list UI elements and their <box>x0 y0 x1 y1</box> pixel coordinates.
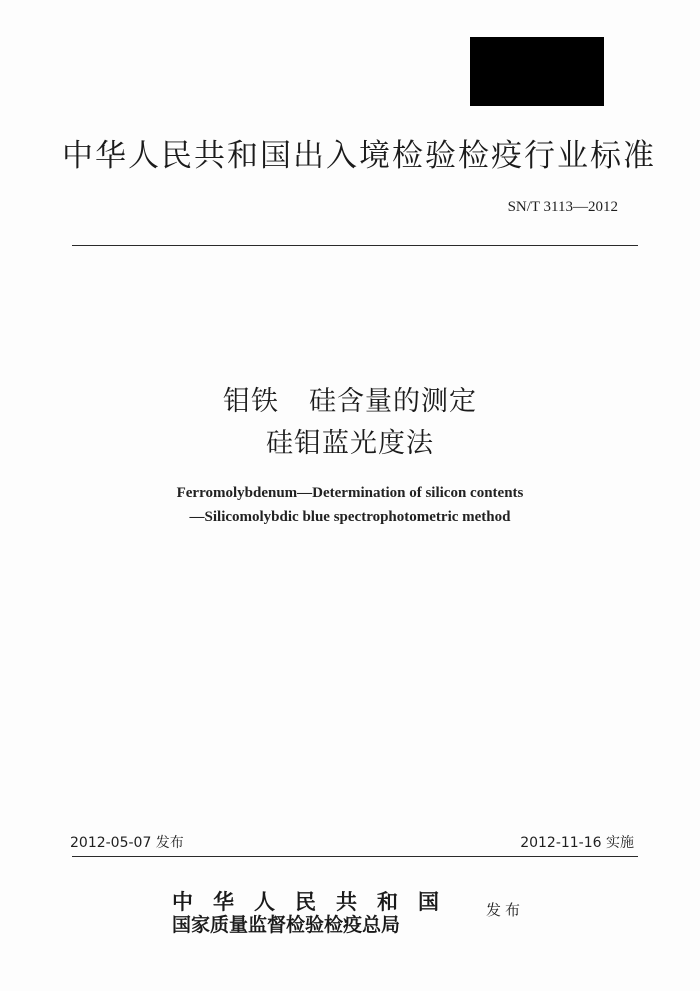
issuer-block <box>170 886 550 936</box>
chinese-title-line-2: 硅钼蓝光度法 <box>266 428 434 459</box>
chinese-title-line-1 <box>0 379 700 418</box>
footer-divider <box>72 856 638 857</box>
standard-number: SN/T 3113—2012 <box>507 199 618 215</box>
issuer-publish-label: 发布 <box>486 901 525 919</box>
issue-date: 2012-05-07 发布 <box>70 835 184 851</box>
redaction-block <box>470 37 604 106</box>
chinese-title-topic: 硅含量的测定 <box>309 386 477 417</box>
english-title-line-1: Ferromolybdenum—Determination of silicon contents <box>176 485 524 501</box>
standard-category-title: 中华人民共和国出入境检验检疫行业标准 <box>62 138 656 174</box>
issuer-agency: 国家质量监督检验检疫总局 <box>172 914 401 936</box>
english-title-line-2: —Silicomolybdic blue spectrophotometric method <box>189 509 511 525</box>
implementation-date: 2012-11-16 实施 <box>520 835 634 851</box>
issuer-country: 中华人民共和国 <box>172 889 459 914</box>
header-divider <box>72 245 638 246</box>
chinese-title-subject: 钼铁 <box>223 386 279 417</box>
